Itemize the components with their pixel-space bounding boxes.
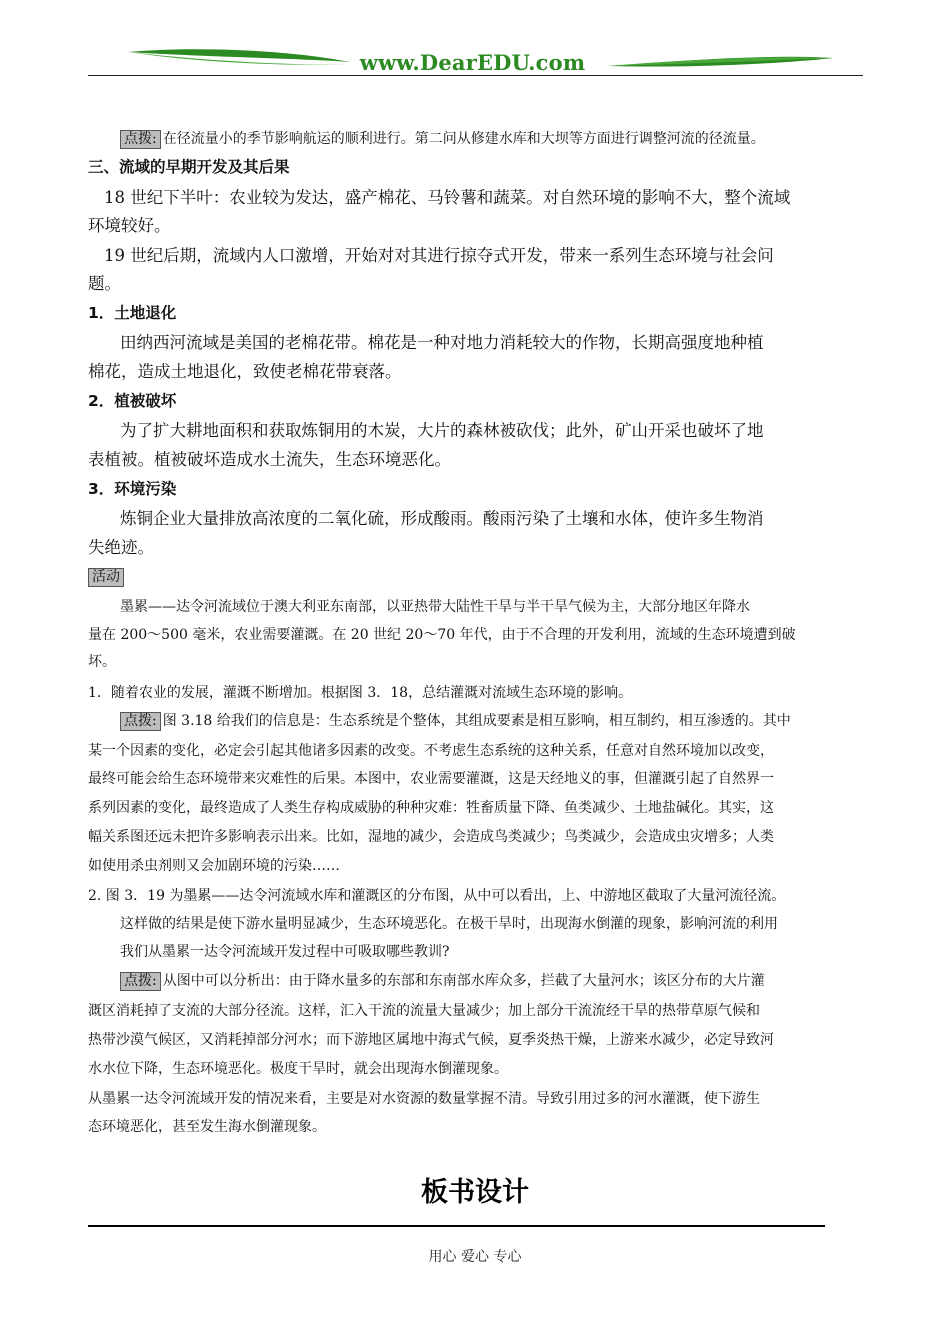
footer-motto: 用心 爱心 专心 (428, 1249, 522, 1265)
paragraph-line: 幅关系图还远未把许多影响表示出来。比如，湿地的减少，会造成鸟类减少；鸟类减少，会造成虫灾增多；人类 (88, 829, 774, 845)
paragraph-line: 坏。 (88, 654, 116, 670)
subheading: 2．植被破坏 (88, 392, 177, 410)
paragraph-line: 18 世纪下半叶：农业较为发达，盛产棉花、马铃薯和蔬菜。对自然环境的影响不大，整个流域 (104, 188, 791, 207)
paragraph-line: 从墨累一达令河流域开发的情况来看，主要是对水资源的数量掌握不清。导致引用过多的河水灌溉，使下游生 (88, 1091, 760, 1107)
question-line: 我们从墨累一达令河流域开发过程中可吸取哪些教训? (120, 944, 450, 960)
tip-label: 点拨: (120, 130, 161, 149)
paragraph-line: 炼铜企业大量排放高浓度的二氧化硫，形成酸雨。酸雨污染了土壤和水体，使许多生物消 (120, 509, 764, 528)
subheading: 1．土地退化 (88, 304, 177, 322)
paragraph-line: 系列因素的变化，最终造成了人类生存构成威胁的种种灾难：牲畜质量下降、鱼类减少、土地盐碱化。其实，这 (88, 800, 774, 816)
paragraph-line: 题。 (88, 274, 121, 293)
section-heading: 三、流域的早期开发及其后果 (88, 158, 290, 176)
paragraph-line: 溉区消耗掉了支流的大部分径流。这样，汇入干流的流量大量减少；加上部分干流流经干旱的热带草原气候和 (88, 1003, 760, 1019)
header-rule (88, 75, 863, 76)
tip-label: 点拨: (120, 712, 161, 731)
question-line: 2. 图 3．19 为墨累——达令河流域水库和灌溉区的分布图，从中可以看出，上、中游地区截取了大量河流径流。 (88, 888, 786, 904)
paragraph-line: 失绝迹。 (88, 538, 154, 557)
tip-text: 图 3.18 给我们的信息是：生态系统是个整体，其组成要素是相互影响，相互制约，相互渗透的。其中 (162, 713, 791, 729)
footer-rule (88, 1225, 825, 1227)
activity-label-line (88, 566, 863, 588)
tip-text: 从图中可以分析出：由于降水量多的东部和东南部水库众多，拦截了大量河水；该区分布的大片灌 (162, 973, 765, 989)
paragraph-line: 某一个因素的变化，必定会引起其他诸多因素的改变。不考虑生态系统的这种关系，任意对自然环境加以改变， (88, 743, 774, 759)
subheading: 3．环境污染 (88, 480, 177, 498)
paragraph-line: 态环境恶化，甚至发生海水倒灌现象。 (88, 1119, 326, 1135)
paragraph-line: 19 世纪后期，流域内人口激增，开始对对其进行掠夺式开发，带来一系列生态环境与社会问 (104, 246, 774, 265)
tip-text: 在径流量小的季节影响航运的顺利进行。第二问从修建水库和大坝等方面进行调整河流的径流量。 (162, 131, 765, 147)
paragraph-line: 最终可能会给生态环境带来灾难性的后果。本图中，农业需要灌溉，这是天经地义的事，但灌溉引起了自然界一 (88, 771, 774, 787)
paragraph-line: 棉花，造成土地退化，致使老棉花带衰落。 (88, 362, 402, 381)
question-line: 这样做的结果是使下游水量明显减少，生态环境恶化。在极干旱时，出现海水倒灌的现象，影响河流的利用 (120, 916, 778, 932)
paragraph-line: 水水位下降，生态环境恶化。极度干旱时，就会出现海水倒灌现象。 (88, 1061, 508, 1077)
paragraph-line: 热带沙漠气候区，又消耗掉部分河水；而下游地区属地中海式气候，夏季炎热干燥，上游来水减少，必定导致河 (88, 1032, 774, 1048)
paragraph-line: 表植被。植被破坏造成水土流失，生态环境恶化。 (88, 450, 451, 469)
paragraph-line: 为了扩大耕地面积和获取炼铜用的木炭，大片的森林被砍伐；此外，矿山开采也破坏了地 (120, 421, 764, 440)
paragraph-line: 环境较好。 (88, 216, 171, 235)
tip-line (120, 128, 863, 150)
paragraph-line: 田纳西河流域是美国的老棉花带。棉花是一种对地力消耗较大的作物，长期高强度地种植 (120, 333, 764, 352)
tip-line (120, 710, 863, 732)
board-design-title: 板书设计 (421, 1177, 529, 1208)
paragraph-line: 量在 200～500 毫米，农业需要灌溉。在 20 世纪 20～70 年代，由于不合理的开发利用，流域的生态环境遭到破 (88, 627, 796, 643)
activity-label: 活动 (88, 568, 124, 587)
paragraph-line: 如使用杀虫剂则又会加剧环境的污染…… (88, 858, 340, 874)
tip-label: 点拨: (120, 972, 161, 991)
site-url: www.DearEDU.com (359, 50, 586, 75)
tip-line (120, 970, 863, 992)
header-banner (88, 44, 863, 78)
paragraph-line: 墨累——达令河流域位于澳大利亚东南部，以亚热带大陆性干旱与半干旱气候为主，大部分地区年降水 (120, 599, 750, 615)
question-line: 1．随着农业的发展，灌溉不断增加。根据图 3．18，总结灌溉对流域生态环境的影响。 (88, 685, 633, 701)
